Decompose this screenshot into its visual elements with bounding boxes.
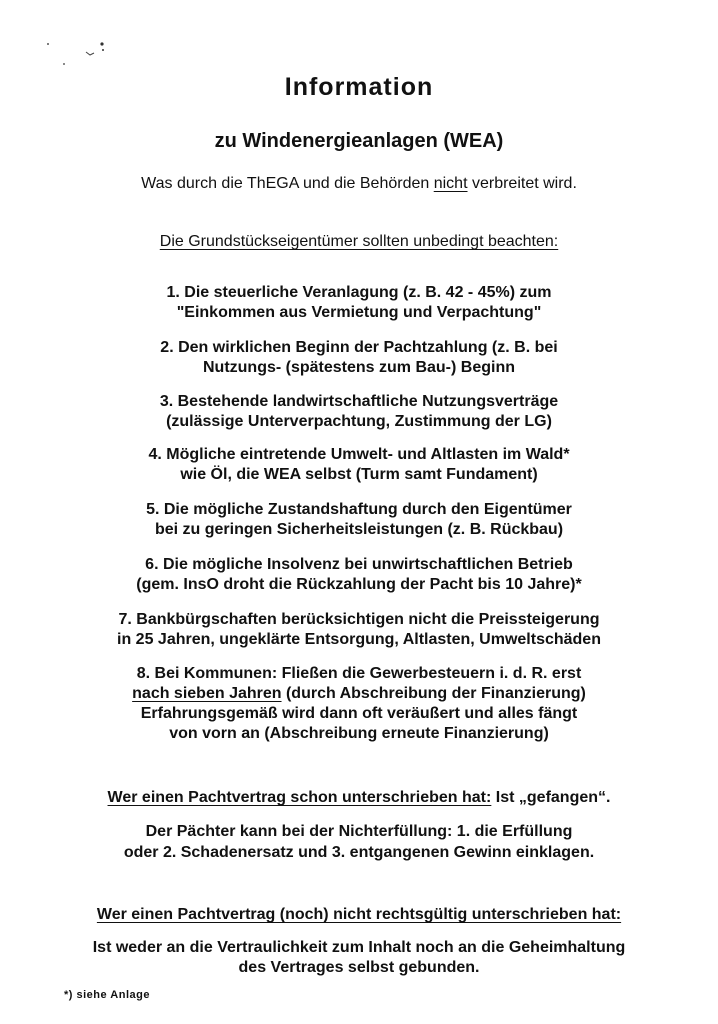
item-1-line-1: 1. Die steuerliche Veranlagung (z. B. 42 - 45%) zum: [166, 284, 552, 301]
item-2-line-1: 2. Den wirklichen Beginn der Pachtzahlung (z. B. bei: [160, 339, 558, 356]
document-subtitle: zu Windenergieanlagen (WEA): [214, 130, 504, 152]
item-8-line-1: 8. Bei Kommunen: Fließen die Gewerbesteuern i. d. R. erst: [136, 665, 582, 682]
item-6-line-2: (gem. InsO droht die Rückzahlung der Pacht bis 10 Jahre)*: [136, 576, 582, 593]
item-4-line-2: wie Öl, die WEA selbst (Turm samt Fundament): [180, 466, 538, 483]
intro-emphasis: nicht: [433, 175, 468, 192]
unsigned-heading-text: Wer einen Pachtvertrag (noch) nicht rechtsgültig unterschrieben hat:: [96, 906, 622, 923]
intro-suffix: verbreitet wird.: [467, 175, 577, 192]
owners-heading: [0, 232, 718, 252]
signed-body-line-2: oder 2. Schadenersatz und 3. entgangenen Gewinn einklagen.: [123, 844, 595, 861]
item-7-line-2: in 25 Jahren, ungeklärte Entsorgung, Altlasten, Umweltschäden: [117, 631, 601, 648]
unsigned-body-line-1: Ist weder an die Vertraulichkeit zum Inhalt noch an die Geheimhaltung: [92, 939, 626, 956]
item-5-line-1: 5. Die mögliche Zustandshaftung durch den Eigentümer: [146, 501, 572, 518]
unsigned-body-line-2: des Vertrages selbst gebunden.: [238, 959, 480, 976]
signed-heading-rest: Ist „gefangen“.: [491, 789, 611, 806]
item-1-line-2: "Einkommen aus Vermietung und Verpachtung": [176, 304, 542, 321]
signed-body-line-1: Der Pächter kann bei der Nichterfüllung: 1. die Erfüllung: [145, 823, 573, 840]
signed-heading-text: Wer einen Pachtvertrag schon unterschrieben hat:: [107, 789, 492, 806]
intro-prefix: Was durch die ThEGA und die Behörden: [141, 175, 434, 192]
item-8-line-3: Erfahrungsgemäß wird dann oft veräußert und alles fängt: [140, 705, 578, 722]
unsigned-heading: [0, 905, 718, 925]
owners-heading-text: Die Grundstückseigentümer sollten unbedingt beachten:: [159, 233, 559, 250]
item-8-line-2-rest: (durch Abschreibung der Finanzierung): [281, 685, 586, 702]
signed-heading: [0, 788, 718, 808]
item-4-line-1: 4. Mögliche eintretende Umwelt- und Altlasten im Wald*: [148, 446, 570, 463]
item-3-line-1: 3. Bestehende landwirtschaftliche Nutzungsverträge: [159, 393, 559, 410]
item-6-line-1: 6. Die mögliche Insolvenz bei unwirtschaftlichen Betrieb: [145, 556, 573, 573]
item-8-line-2: [0, 684, 718, 704]
item-5-line-2: bei zu geringen Sicherheitsleistungen (z. B. Rückbau): [154, 521, 564, 538]
item-7-line-1: 7. Bankbürgschaften berücksichtigen nicht die Preissteigerung: [118, 611, 600, 628]
item-3-line-2: (zulässige Unterverpachtung, Zustimmung der LG): [166, 413, 552, 430]
document-title: Information: [284, 73, 434, 101]
item-8-line-4: von vorn an (Abschreibung erneute Finanzierung): [169, 725, 549, 742]
item-2-line-2: Nutzungs- (spätestens zum Bau-) Beginn: [202, 359, 515, 376]
intro-line: [0, 174, 718, 194]
item-8-emphasis: nach sieben Jahren: [132, 685, 282, 702]
footnote: *) siehe Anlage: [64, 989, 150, 1001]
